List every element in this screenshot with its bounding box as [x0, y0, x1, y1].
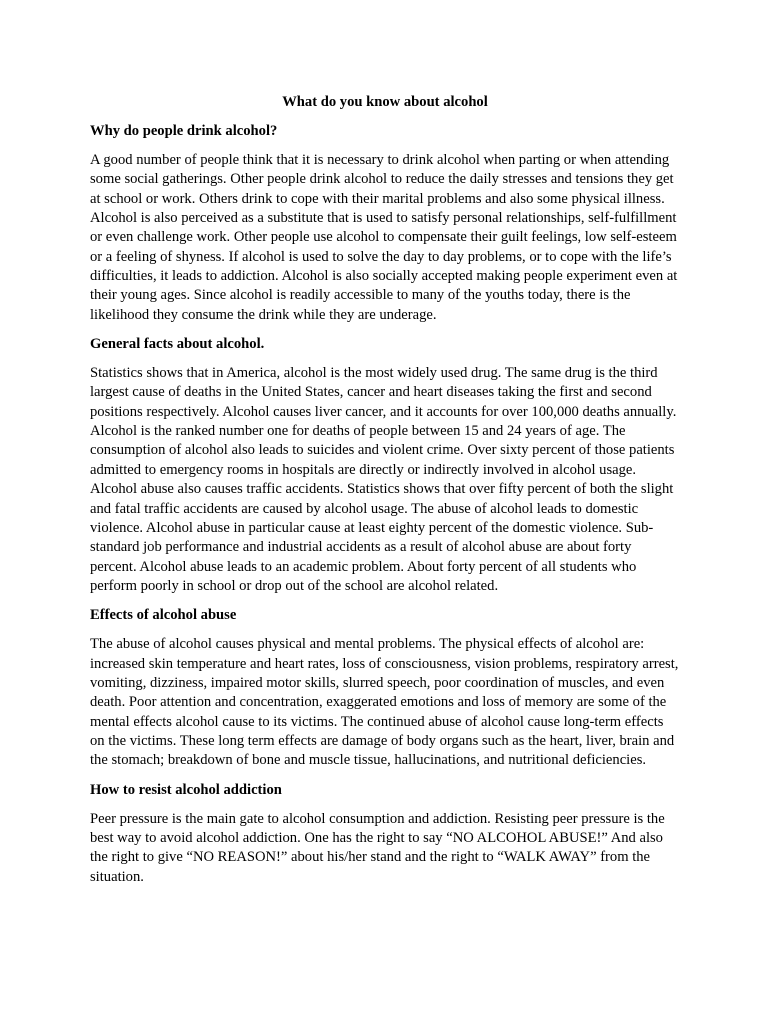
section-body-why-drink: A good number of people think that it is necessary to drink alcohol when parting or when attending some social gatherings. Other people drink alcohol to reduce the daily stresses and tensions they get at school or work. Others drink to cope with their marital problems and also some physical illness. Alcohol is also perceived as a substitute that is used to satisfy personal relationships, self-fulfillment or even challenge work. Other people use alcohol to compensate their guilt feelings, low self-esteem or a feeling of shyness. If alcohol is used to solve the day to day problems, or to cope with the life’s difficulties, it leads to addiction. Alcohol is also socially accepted making people experiment even at their young ages. Since alcohol is readily accessible to many of the youths today, there is the likelihood they consume the drink while they are underage.: [90, 152, 678, 323]
section-heading-resist: How to resist alcohol addiction: [90, 781, 282, 798]
section-body-effects: The abuse of alcohol causes physical and mental problems. The physical effects of alcohol are: increased skin temperature and heart rates, loss of consciousness, vision problems, respiratory arrest, vomiting, dizziness, impaired motor skills, slurred speech, poor coordination of muscles, and even death. Poor attention and concentration, exaggerated emotions and loss of memory are some of the mental effects alcohol cause to its victims. The continued abuse of alcohol cause long-term effects on the victims. These long term effects are damage of body organs such as the heart, liver, brain and the stomach; breakdown of bone and muscle tissue, hallucinations, and nutritional deficiencies.: [90, 636, 679, 769]
section-heading-effects: Effects of alcohol abuse: [90, 607, 237, 624]
section-heading-general-facts: General facts about alcohol.: [90, 336, 265, 353]
document-page: [90, 93, 680, 897]
document-title: What do you know about alcohol: [282, 94, 488, 110]
section-body-general-facts: Statistics shows that in America, alcohol is the most widely used drug. The same drug is the third largest cause of deaths in the United States, cancer and heart diseases taking the first and second positions respectively. Alcohol causes liver cancer, and it accounts for over 100,000 deaths annually. Alcohol is the ranked number one for deaths of people between 15 and 24 years of age. The consumption of alcohol also leads to suicides and violent crime. Over sixty percent of those patients admitted to emergency rooms in hospitals are directly or indirectly involved in alcohol usage. Alcohol abuse also causes traffic accidents. Statistics shows that over fifty percent of both the slight and fatal traffic accidents are caused by alcohol usage. The abuse of alcohol leads to domestic violence. Alcohol abuse in particular cause at least eighty percent of the domestic violence. Sub-standard job performance and industrial accidents as a result of alcohol abuse are about forty percent. Alcohol abuse leads to an academic problem. About forty percent of all students who perform poorly in school or drop out of the school are alcohol related.: [90, 365, 677, 594]
section-body-resist: Peer pressure is the main gate to alcohol consumption and addiction. Resisting peer pressure is the best way to avoid alcohol addiction. One has the right to say “NO ALCOHOL ABUSE!” And also the right to give “NO REASON!” about his/her stand and the right to “WALK AWAY” from the situation.: [90, 810, 665, 885]
section-heading-why-drink: Why do people drink alcohol?: [90, 123, 278, 139]
